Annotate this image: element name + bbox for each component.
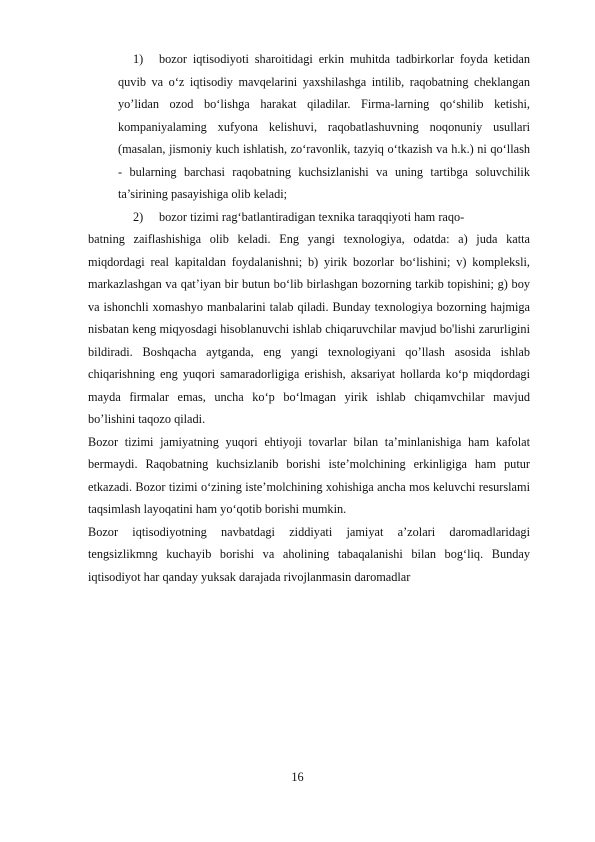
list-item-number: 2) <box>133 209 144 224</box>
list-item-text: bozor tizimi rag‘batlantiradigan texnika taraqqiyoti ham raqo- <box>159 209 465 224</box>
list-item <box>88 206 530 229</box>
document-page <box>88 48 530 588</box>
page-number: 16 <box>291 770 304 784</box>
body-paragraph: batning zaiflashishiga olib keladi. Eng yangi texnologiya, odatda: a) juda katta miqdordagi real kapitaldan foydalanishni; b) yirik bozorlar bo‘lishini; v) kompleksli, markazlashgan va qat’iyan bir butun bo‘lib birlashgan bozorning tarkib topishini; g) boy va ishonchli xomashyo manbalarini talab qiladi. Bunday texnologiya bozorning hajmiga nisbatan keng miqyosdagi hisoblanuvchi ishlab chiqaruvchilar mavjud bo'lishi zarurligini bildiradi. Boshqacha aytganda, eng yangi texnologiyani qo’llash asosida ishlab chiqarishning eng yuqori samaradorligiga erishish, aksariyat hollarda ko‘p miqdordagi mayda firmalar emas, uncha ko‘p bo‘lmagan yirik ishlab chiqamvchilar mavjud bo’lishini taqozo qiladi. <box>88 232 530 426</box>
list-item-number: 1) <box>133 52 144 66</box>
body-paragraph: Bozor iqtisodiyotning navbatdagi ziddiyati jamiyat a’zolari daromadlaridagi tengsizlikmng kuchayib borishi va aholining tabaqalanishi bilan bog‘liq. Bunday iqtisodiyot har qanday yuksak darajada rivojlanmasin daromadlar <box>88 524 530 584</box>
list-item-text: bozor iqtisodiyoti sharoitidagi erkin muhitda tadbirkorlar foyda ketidan quvib va o‘z iqtisodiy mavqelarini yaxshilashga intilib, raqobatning cheklangan yo’lidan ozod bo‘lishga harakat qiladilar. Firma-larning qo‘shilib ketishi, kompaniyalaming xufyona kelishuvi, raqobatlashuvning noqonuniy usullari (masalan, jismoniy kuch ishlatish, zo‘ravonlik, tazyiq o‘tkazish va h.k.) ni qo‘llash - bularning barchasi raqobatning kuchsizlanishi va uning tartibga soluvchilik ta’sirining pasayishiga olib keladi; <box>118 52 530 201</box>
body-paragraph: Bozor tizimi jamiyatning yuqori ehtiyoji tovarlar bilan ta’minlanishiga ham kafolat bermaydi. Raqobatning kuchsizlanib borishi iste’molchining erkinligiga ham putur etkazadi. Bozor tizimi o‘zining iste’molchining xohishiga ancha mos keluvchi resurslami taqsimlash layoqatini ham yo‘qotib borishi mumkin. <box>88 434 530 516</box>
list-item <box>88 48 530 206</box>
